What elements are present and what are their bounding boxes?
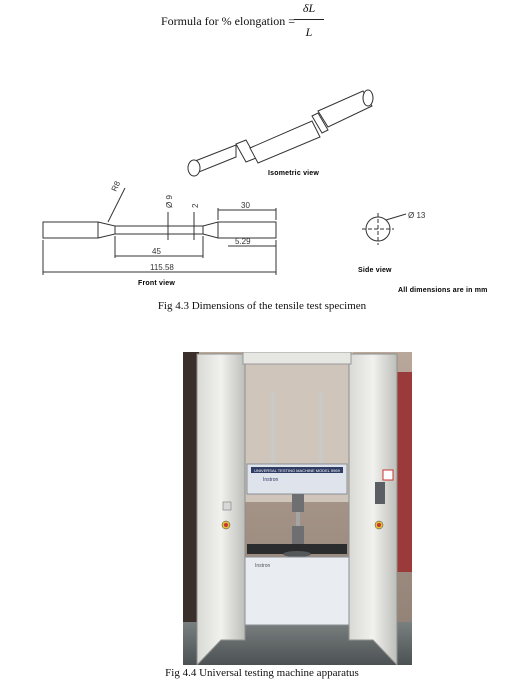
isometric-label: Isometric view — [268, 170, 320, 177]
fig-4-4-caption: Fig 4.4 Universal testing machine apparatus — [165, 667, 359, 679]
dim-d9: Ø 9 — [165, 195, 174, 208]
dim-r8: R8 — [109, 179, 123, 193]
utm-photo — [183, 352, 412, 665]
fraction-denominator: L — [305, 25, 313, 39]
side-view-label: Side view — [358, 267, 392, 274]
specimen-drawing — [0, 0, 524, 300]
utm-base-label: Instron — [255, 563, 271, 569]
dim-115-58: 115.58 — [150, 263, 174, 272]
utm-panel-text: UNIVERSAL TESTING MACHINE MODEL 5969 — [254, 468, 340, 473]
utm-illustration — [183, 352, 412, 665]
dim-45: 45 — [152, 247, 161, 256]
formula-label: Formula for % elongation = — [161, 14, 296, 28]
isometric-view — [188, 90, 373, 176]
dim-30: 30 — [241, 201, 250, 210]
side-view — [362, 213, 406, 245]
front-view-label: Front view — [138, 280, 176, 287]
dim-d13: Ø 13 — [408, 211, 426, 220]
fraction-numerator: δL — [302, 1, 316, 15]
utm-brand-text: Instron — [263, 477, 279, 483]
units-note: All dimensions are in mm — [398, 287, 488, 294]
fig-4-3-caption: Fig 4.3 Dimensions of the tensile test specimen — [157, 300, 367, 312]
dim-2: 2 — [191, 203, 200, 208]
dim-5-29: 5.29 — [235, 237, 251, 246]
